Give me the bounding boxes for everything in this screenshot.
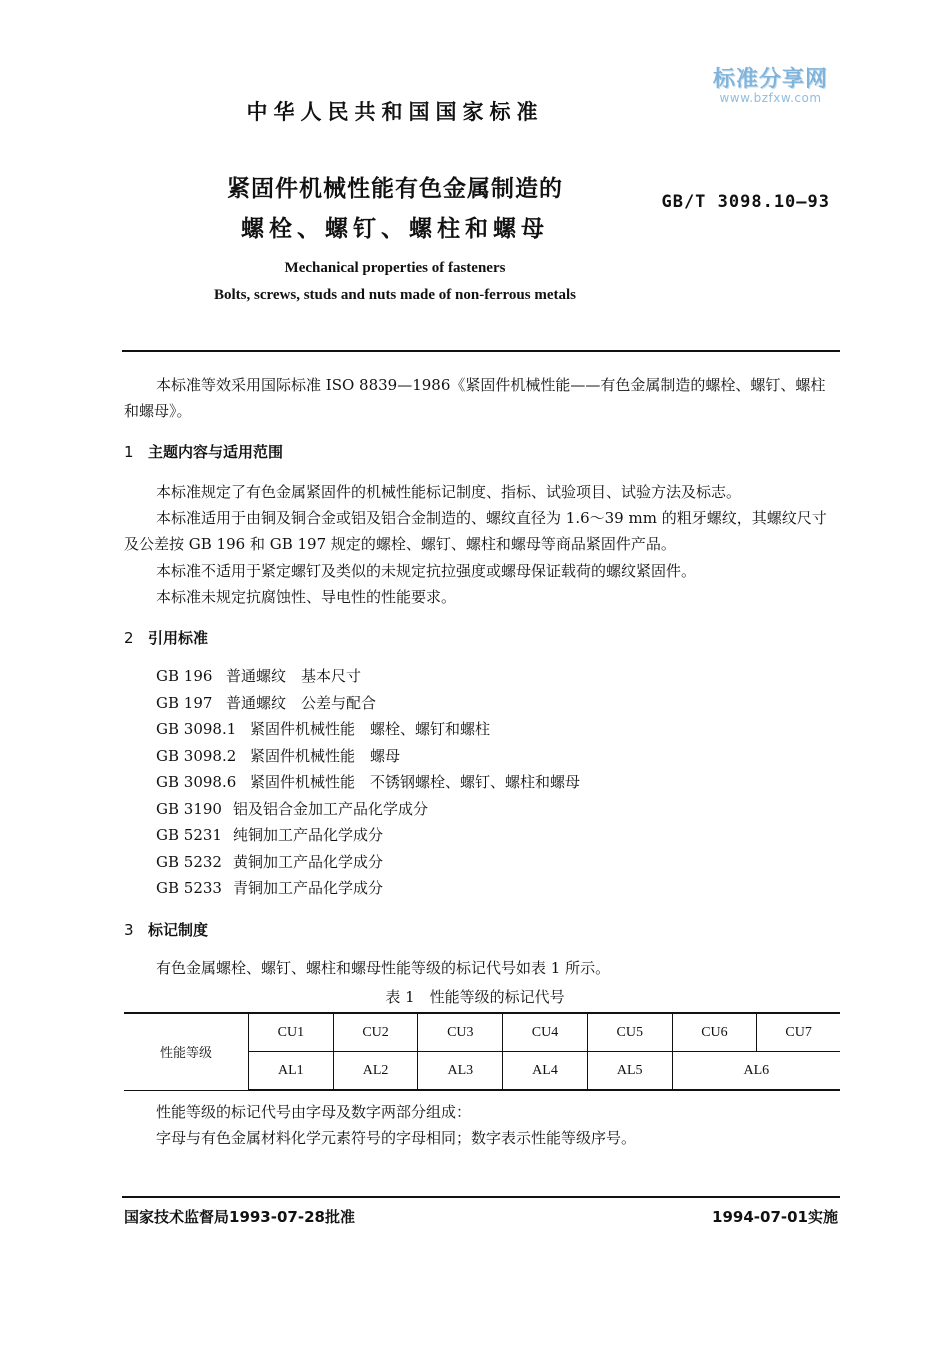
table-cell: CU2 <box>333 1013 418 1052</box>
section-2-number: 2 <box>124 629 134 647</box>
table-cell: AL3 <box>418 1052 503 1091</box>
effective-date: 1994-07-01实施 <box>712 1208 838 1226</box>
table-cell: CU3 <box>418 1013 503 1052</box>
note-2: 字母与有色金属材料化学元素符号的字母相同；数字表示性能等级序号。 <box>156 1129 637 1147</box>
reference-list <box>156 663 580 902</box>
section-1-para-1: 本标准规定了有色金属紧固件的机械性能标记制度、指标、试验项目、试验方法及标志。 <box>156 483 742 501</box>
reference-item: GB 3190 铝及铝合金加工产品化学成分 <box>156 799 429 818</box>
table-cell: AL1 <box>249 1052 334 1091</box>
standard-code: GB/T 3098.10—93 <box>661 192 830 212</box>
reference-item: GB 5231 纯铜加工产品化学成分 <box>156 826 384 844</box>
table-cell: AL6 <box>672 1052 840 1091</box>
reference-item: GB 3098.1 紧固件机械性能 螺栓、螺钉和螺柱 <box>156 720 491 738</box>
footer-divider <box>122 1196 840 1198</box>
section-2-title: 引用标准 <box>148 629 209 647</box>
approval-date: 国家技术监督局1993-07-28批准 <box>124 1208 355 1226</box>
national-standard-heading: 中华人民共和国国家标准 <box>246 100 544 124</box>
section-2-heading <box>124 627 208 648</box>
table-cell: CU6 <box>672 1013 757 1052</box>
english-title-2: Bolts, screws, studs and nuts made of non-ferrous metals <box>214 287 576 303</box>
reference-item: GB 5233 青铜加工产品化学成分 <box>156 879 384 897</box>
section-1-para-3: 本标准不适用于紧定螺钉及类似的未规定抗拉强度或螺母保证载荷的螺纹紧固件。 <box>156 562 697 580</box>
reference-item: GB 196 普通螺纹 基本尺寸 <box>156 667 362 685</box>
table-cell: AL4 <box>503 1052 588 1091</box>
table-cell: CU4 <box>503 1013 588 1052</box>
intro-paragraph: 本标准等效采用国际标准 ISO 8839—1986《紧固件机械性能——有色金属制造的螺栓、螺钉、螺柱和螺母》。 <box>124 376 826 420</box>
table-cell: AL2 <box>333 1052 418 1091</box>
title-line-1: 紧固件机械性能有色金属制造的 <box>227 176 563 202</box>
reference-item: GB 3098.2 紧固件机械性能 螺母 <box>156 746 401 765</box>
header-divider <box>122 350 840 352</box>
section-1-para-2: 本标准适用于由铜及铜合金或铝及铝合金制造的、螺纹直径为 1.6～39 mm 的粗牙螺纹，其螺纹尺寸及公差按 GB 196 和 GB 197 规定的螺栓、螺钉、螺柱和螺母等商品紧固件产品。 <box>124 509 827 553</box>
section-1-para-4: 本标准未规定抗腐蚀性、导电性的性能要求。 <box>156 588 457 606</box>
section-3-lead: 有色金属螺栓、螺钉、螺柱和螺母性能等级的标记代号如表 1 所示。 <box>156 959 611 977</box>
reference-item: GB 3098.6 紧固件机械性能 不锈钢螺栓、螺钉、螺柱和螺母 <box>156 773 581 791</box>
table-cell: CU5 <box>587 1013 672 1052</box>
watermark-logo: 标准分享网 <box>712 67 828 92</box>
table-cell: CU7 <box>757 1013 840 1052</box>
section-1-title: 主题内容与适用范围 <box>148 443 284 461</box>
watermark-url: www.bzfxw.com <box>719 91 822 105</box>
english-title-1: Mechanical properties of fasteners <box>284 260 506 276</box>
table-cell: CU1 <box>249 1013 334 1052</box>
reference-item: GB 5232 黄铜加工产品化学成分 <box>156 852 384 871</box>
grade-table <box>124 1012 840 1091</box>
table-caption: 表 1 性能等级的标记代号 <box>385 988 565 1006</box>
reference-item: GB 197 普通螺纹 公差与配合 <box>156 693 377 712</box>
table-cell: AL5 <box>587 1052 672 1091</box>
table-row <box>124 1013 840 1052</box>
table-row-header: 性能等级 <box>124 1013 249 1090</box>
section-3-title: 标记制度 <box>148 921 209 939</box>
note-1: 性能等级的标记代号由字母及数字两部分组成： <box>156 1103 472 1121</box>
section-1-heading <box>124 441 283 462</box>
section-1-number: 1 <box>124 443 134 461</box>
title-line-2: 螺栓、螺钉、螺柱和螺母 <box>241 216 549 242</box>
section-3-number: 3 <box>124 921 134 939</box>
section-3-heading <box>124 919 208 940</box>
